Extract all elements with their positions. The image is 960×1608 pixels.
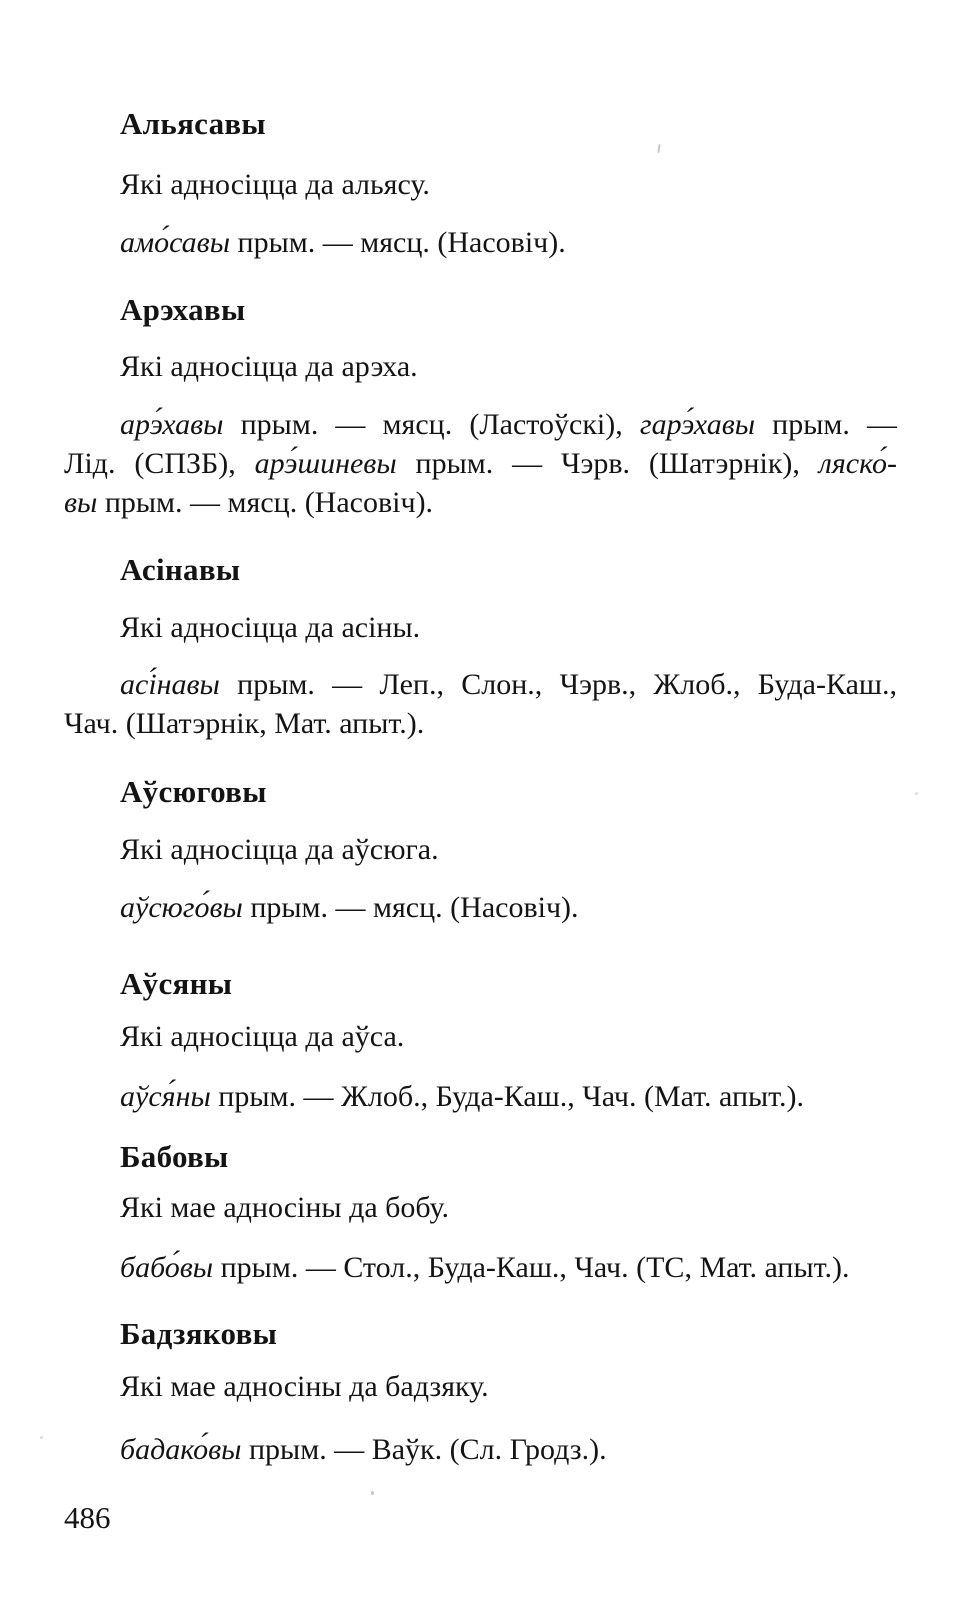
dialect-form: арэ́хавы	[120, 408, 224, 441]
citation-text: прым. — Жлоб., Буда-Каш., Чач. (Мат. апыт.).	[210, 1080, 805, 1113]
entry-citation	[64, 405, 897, 522]
citation-text: прым. — мясц. (Насовіч).	[97, 486, 434, 519]
citation-text: прым. — мясц. (Насовіч).	[242, 891, 579, 924]
citation-line	[64, 665, 897, 704]
entry-headword: Бабовы	[120, 1139, 229, 1174]
entry-citation	[64, 1430, 897, 1469]
entry-definition: Які адносіцца да арэха.	[120, 350, 418, 383]
citation-text: прым. — Леп., Слон., Чэрв., Жлоб., Буда-Каш.,	[219, 668, 897, 701]
scan-speckle	[915, 792, 918, 795]
entry-definition: Які адносіцца да аўса.	[120, 1020, 405, 1053]
entry-citation	[64, 1077, 897, 1116]
citation-text: Лід. (СПЗБ),	[64, 447, 255, 480]
entry-definition: Які адносіцца да асіны.	[120, 611, 421, 644]
citation-text: прым. — Стол., Буда-Каш., Чач. (ТС, Мат. апыт.).	[213, 1251, 850, 1284]
scan-speckle	[40, 1436, 43, 1439]
page-number: 486	[64, 1500, 111, 1535]
dialect-form: бадако́вы	[120, 1433, 242, 1466]
citation-line	[64, 888, 897, 927]
dialect-form: аўся́ны	[120, 1080, 211, 1113]
citation-line	[64, 444, 897, 483]
citation-line	[64, 1430, 897, 1469]
dialect-form: амо́савы	[120, 226, 231, 259]
dialect-form: бабо́вы	[120, 1251, 214, 1284]
entry-headword: Аўсюговы	[120, 774, 267, 809]
citation-text: прым. — Чэрв. (Шатэрнік),	[396, 447, 819, 480]
entry-citation	[64, 223, 897, 262]
dialect-form: ляско́-	[818, 447, 898, 480]
dialect-form: асі́навы	[120, 668, 220, 701]
scan-speckle	[657, 144, 660, 153]
entry-citation	[64, 665, 897, 743]
scan-speckle	[371, 1491, 374, 1495]
citation-text: прым. — Ваўк. (Сл. Гродз.).	[241, 1433, 607, 1466]
citation-text: прым. — мясц. (Насовіч).	[230, 226, 566, 259]
dialect-form: гарэ́хавы	[639, 408, 756, 441]
entry-citation	[64, 1248, 897, 1287]
entry-headword: Асінавы	[120, 552, 241, 587]
entry-headword: Альясавы	[120, 106, 266, 141]
entry-headword: Арэхавы	[120, 292, 246, 327]
dialect-form: вы	[64, 486, 98, 519]
citation-text: Чач. (Шатэрнік, Мат. апыт.).	[64, 707, 425, 740]
entry-headword: Аўсяны	[120, 966, 233, 1001]
entry-definition: Які адносіцца да альясу.	[120, 168, 430, 201]
dialect-form: арэ́шиневы	[254, 447, 397, 480]
citation-line	[64, 704, 897, 743]
dialect-form: аўсюго́вы	[120, 891, 243, 924]
citation-text: прым. — мясц. (Ластоўскі),	[223, 408, 640, 441]
citation-line	[64, 405, 897, 444]
entry-definition: Які мае адносіны да бадзяку.	[120, 1370, 489, 1403]
citation-line	[64, 223, 897, 262]
citation-line	[64, 483, 897, 522]
citation-line	[64, 1248, 897, 1287]
entry-definition: Які мае адносіны да бобу.	[120, 1191, 450, 1224]
citation-line	[64, 1077, 897, 1116]
entry-citation	[64, 888, 897, 927]
citation-text: прым. —	[755, 408, 897, 441]
entry-definition: Які адносіцца да аўсюга.	[120, 833, 439, 866]
entry-headword: Бадзяковы	[120, 1316, 278, 1351]
